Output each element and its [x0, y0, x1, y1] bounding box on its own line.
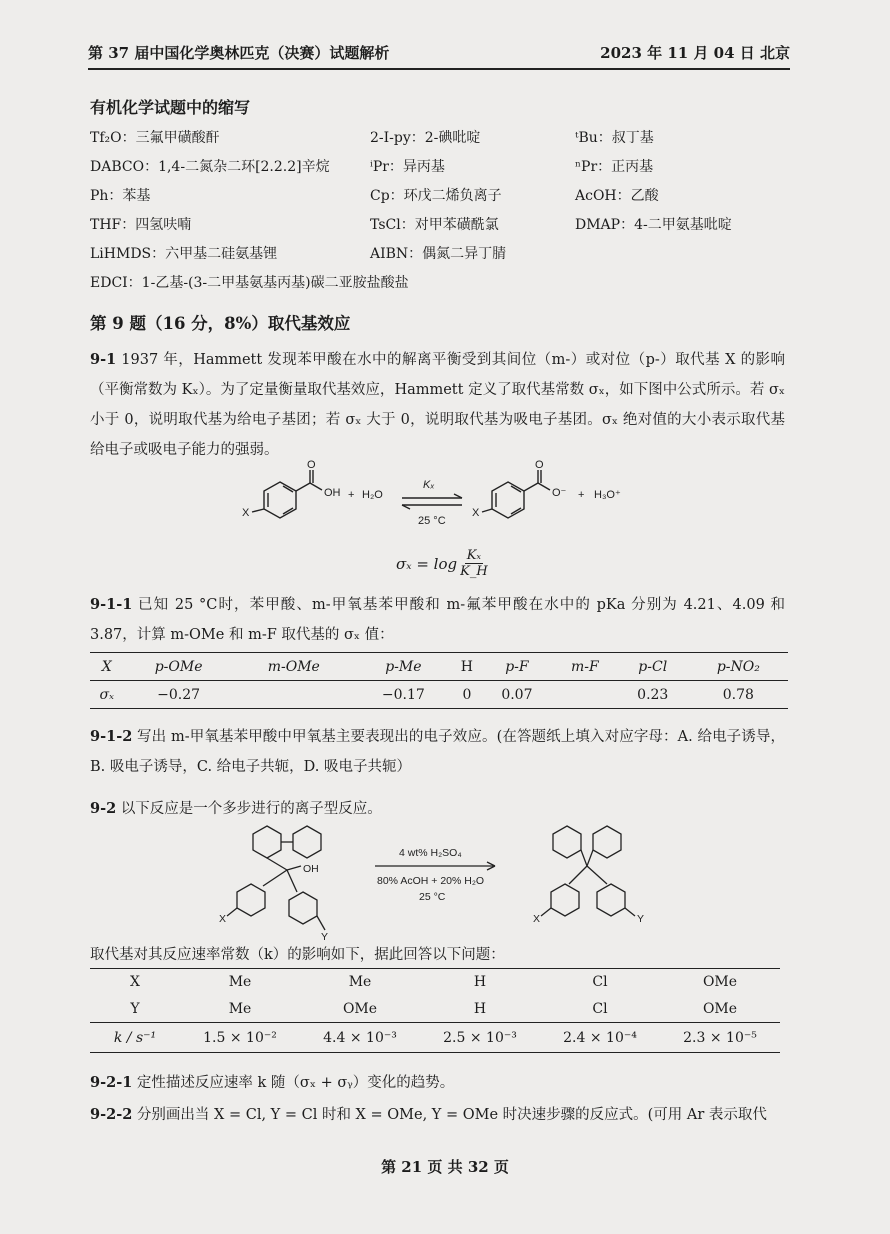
scheme2-y-left: Y — [321, 931, 329, 943]
table-header-cell: H — [460, 658, 473, 675]
scheme2-y-right: Y — [637, 913, 645, 925]
scheme1-temp: 25 °C — [418, 515, 446, 527]
table-cell: Cl — [592, 974, 608, 991]
scheme1-oh: OH — [324, 487, 341, 499]
sigma-table-row — [90, 681, 788, 709]
abbr-item: Tf₂O：三氟甲磺酸酐 — [90, 129, 220, 146]
q9-2-2-paragraph — [90, 1100, 785, 1130]
q9-2-paragraph — [90, 794, 785, 824]
sigma-table — [90, 652, 788, 709]
abbr-item: ᵗBu：叔丁基 — [575, 129, 654, 146]
abbr-item: DMAP：4-二甲氨基吡啶 — [575, 216, 732, 233]
q9-1-label: 9-1 — [90, 351, 117, 368]
q9-1-2-text: 写出 m-甲氧基苯甲酸中甲氧基主要表现出的电子效应。(在答题纸上填入对应字母：A. 给电子诱导，B. 吸电子诱导，C. 给电子共轭，D. 吸电子共轭） — [90, 729, 786, 775]
fluorene-aryl-x — [551, 884, 579, 916]
fluorene-aryl-y — [597, 884, 625, 916]
page-number: 第 21 页 共 32 页 — [381, 1158, 509, 1176]
header-date: 2023 年 11 月 04 日 北京 — [600, 44, 790, 62]
q9-1-2-label: 9-1-2 — [90, 728, 133, 745]
scheme1-plus-2: + — [578, 489, 585, 501]
abbr-item: Cp：环戊二烯负离子 — [370, 187, 502, 204]
scheme1-kx: Kₓ — [423, 479, 435, 491]
table-row-label: k / s⁻¹ — [113, 1029, 157, 1046]
table-cell: OMe — [702, 1000, 738, 1017]
aryl-ring-y — [289, 892, 317, 924]
scheme1-o-minus: O⁻ — [552, 487, 567, 499]
table-header-cell: p-NO₂ — [716, 658, 760, 675]
table-cell: −0.27 — [157, 686, 201, 703]
abbr-item: EDCI：1-乙基-(3-二甲基氨基丙基)碳二亚胺盐酸盐 — [90, 274, 409, 291]
formula-denominator: K_H — [460, 564, 488, 579]
rate-table-row-k — [90, 1023, 780, 1053]
table-cell: H — [473, 974, 487, 991]
table-cell: 2.5 × 10⁻³ — [443, 1029, 517, 1046]
scheme-benzoic-acid-dissociation — [240, 459, 800, 542]
q9-1-paragraph — [90, 345, 785, 465]
biphenyl-ring-a — [253, 826, 281, 858]
scheme1-plus-1: + — [348, 489, 355, 501]
page-header — [88, 42, 790, 70]
table-cell: Me — [228, 974, 252, 991]
table-cell: 0.78 — [722, 686, 754, 703]
q9-1-text: 1937 年，Hammett 发现苯甲酸在水中的解离平衡受到其间位（m-）或对位（p-）取代基 X 的影响（平衡常数为 Kₓ）。为了定量衡量取代基效应，Hammett 定义了取代基常数 σₓ，如下图中公式所示。若 σₓ 小于 0，说明取代基为给电子基团；若 σₓ 大于 0，说明取代基为吸电子基团。σₓ 绝对值的大小表示取代基给电子或吸电子能力的强弱。 — [90, 352, 785, 458]
table-header-cell: m-F — [570, 658, 599, 675]
table-cell: 0 — [462, 686, 472, 703]
table-row-label: Y — [130, 1000, 140, 1017]
table-header-cell: p-OMe — [154, 658, 203, 675]
aryl-ring-x — [237, 884, 265, 916]
rate-table-row-x — [90, 969, 780, 996]
table-cell: 0.23 — [637, 686, 669, 703]
table-cell: Cl — [592, 1000, 608, 1017]
scheme1-h3o: H₃O⁺ — [594, 489, 621, 501]
abbr-row — [90, 209, 790, 238]
abbr-item: THF：四氢呋喃 — [90, 216, 192, 233]
abbr-item: AIBN：偶氮二异丁腈 — [370, 245, 507, 262]
scheme1-x-left: X — [242, 507, 250, 519]
abbr-item: DABCO：1,4-二氮杂二环[2.2.2]辛烷 — [90, 158, 330, 175]
abbr-row — [90, 267, 790, 296]
abbr-item: Ph：苯基 — [90, 187, 151, 204]
table-header-cell: m-OMe — [267, 658, 320, 675]
table-cell: 2.3 × 10⁻⁵ — [683, 1029, 757, 1046]
scheme2-x-left: X — [219, 913, 227, 925]
abbr-item: LiHMDS：六甲基二硅氨基锂 — [90, 245, 278, 262]
table-cell: Me — [228, 1000, 252, 1017]
table-row-label: X — [130, 974, 140, 991]
q9-1-1-paragraph — [90, 590, 785, 650]
q9-1-1-label: 9-1-1 — [90, 596, 133, 613]
benzene-ring-right — [492, 482, 524, 518]
abbreviations-list — [90, 122, 790, 296]
table-header-cell: p-Me — [385, 658, 422, 675]
table-cell: OMe — [342, 1000, 378, 1017]
abbr-row — [90, 151, 790, 180]
scheme2-temp: 25 °C — [419, 891, 446, 903]
scheme1-h2o: H₂O — [362, 489, 383, 501]
q9-1-1-text: 已知 25 °C时，苯甲酸、m-甲氧基苯甲酸和 m-氟苯甲酸在水中的 pKa 分别为 4.21、4.09 和 3.87，计算 m-OMe 和 m-F 取代基的 σₓ 值： — [90, 597, 786, 643]
table-cell-blank — [234, 681, 354, 709]
q9-2-label: 9-2 — [90, 800, 117, 817]
table-cell: Me — [348, 974, 372, 991]
table-cell: H — [473, 1000, 487, 1017]
abbr-item: ⁱPr：异丙基 — [370, 158, 445, 175]
abbr-item: AcOH：乙酸 — [575, 187, 659, 204]
table-row-label: σₓ — [99, 686, 115, 703]
rate-table-row-y — [90, 996, 780, 1023]
biphenyl-ring-b — [293, 826, 321, 858]
q9-2-1-text: 定性描述反应速率 k 随（σₓ + σᵧ）变化的趋势。 — [136, 1075, 455, 1091]
scheme1-x-right: X — [472, 507, 480, 519]
table-cell: 2.4 × 10⁻⁴ — [563, 1029, 637, 1046]
table-header-cell: X — [101, 658, 112, 675]
q9-2-2-label: 9-2-2 — [90, 1106, 133, 1123]
scheme2-x-right: X — [533, 913, 541, 925]
abbr-row — [90, 180, 790, 209]
hammett-formula — [396, 548, 488, 579]
scheme1-carbonyl-o-right: O — [535, 459, 544, 471]
q9-2-1-label: 9-2-1 — [90, 1074, 133, 1091]
table-cell: 0.07 — [501, 686, 533, 703]
q9-2-text: 以下反应是一个多步进行的离子型反应。 — [120, 801, 382, 817]
abbr-item: ⁿPr：正丙基 — [575, 158, 654, 175]
benzene-ring-left — [264, 482, 296, 518]
abbr-row — [90, 122, 790, 151]
table-cell-blank — [553, 681, 617, 709]
q9-2-intro: 取代基对其反应速率常数（k）的影响如下，据此回答以下问题： — [90, 947, 505, 963]
sigma-table-header — [90, 653, 788, 681]
scheme1-carbonyl-o-left: O — [307, 459, 316, 471]
table-cell: −0.17 — [381, 686, 425, 703]
table-cell: 1.5 × 10⁻² — [203, 1029, 277, 1046]
q9-1-2-paragraph — [90, 722, 785, 782]
formula-fraction — [460, 548, 488, 579]
fluorene-ring-a — [553, 826, 581, 858]
formula-numerator: Kₓ — [466, 548, 482, 563]
scheme2-reagent1: 4 wt% H₂SO₄ — [399, 847, 462, 859]
scheme-triarylmethanol-cyclization — [215, 822, 675, 942]
table-header-cell: p-Cl — [638, 658, 668, 675]
q9-2-1-paragraph — [90, 1068, 785, 1098]
formula-lhs: σₓ = log — [396, 554, 458, 573]
abbr-item: 2-I-py：2-碘吡啶 — [370, 129, 481, 146]
rate-constant-table — [90, 968, 780, 1053]
scheme2-oh: OH — [303, 863, 319, 875]
question-title: 第 9 题（16 分，8%）取代基效应 — [90, 314, 351, 333]
abbreviations-title: 有机化学试题中的缩写 — [90, 98, 251, 117]
table-cell: 4.4 × 10⁻³ — [323, 1029, 397, 1046]
scheme2-reagent2: 80% AcOH + 20% H₂O — [377, 875, 485, 887]
abbr-item: TsCl：对甲苯磺酰氯 — [370, 216, 499, 233]
table-header-cell: p-F — [505, 658, 529, 675]
abbr-row — [90, 238, 790, 267]
fluorene-ring-b — [593, 826, 621, 858]
table-cell: OMe — [702, 974, 738, 991]
header-title: 第 37 届中国化学奥林匹克（决赛）试题解析 — [88, 44, 390, 62]
q9-2-2-text: 分别画出当 X = Cl, Y = Cl 时和 X = OMe, Y = OMe 时决速步骤的反应式。(可用 Ar 表示取代 — [136, 1107, 767, 1123]
